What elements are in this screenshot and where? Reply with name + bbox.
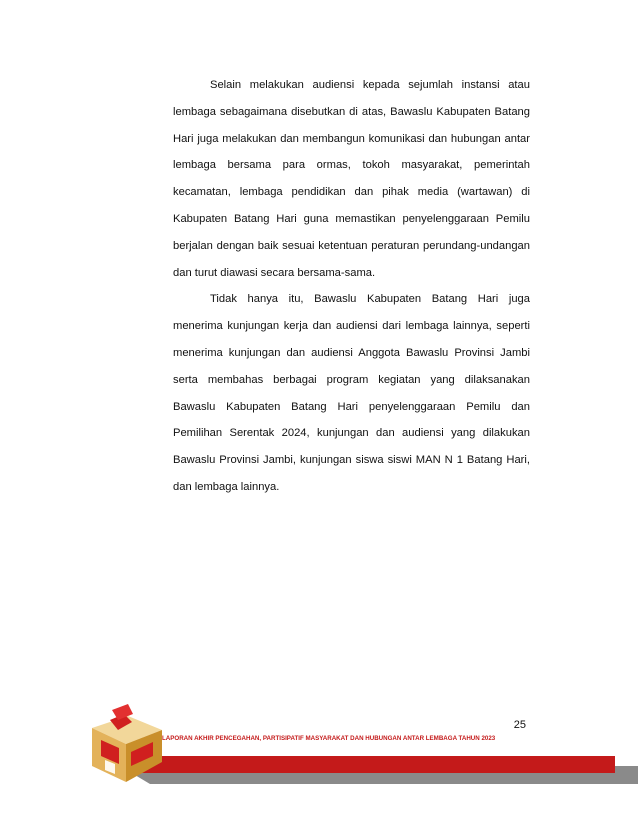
footer-red-band (128, 756, 615, 773)
body-text (173, 72, 530, 501)
page-number: 25 (513, 719, 526, 731)
footer-band (0, 700, 638, 826)
footer-report-title: LAPORAN AKHIR PENCEGAHAN, PARTISIPATIF MASYARAKAT DAN HUBUNGAN ANTAR LEMBAGA TAHUN 2023 (162, 735, 496, 742)
paragraph-2: Tidak hanya itu, Bawaslu Kabupaten Batang Hari juga menerima kunjungan kerja dan audiensi dari lembaga lainnya, seperti menerima kunjungan dan audiensi Anggota Bawaslu Provinsi Jambi serta membahas berbagai program kegiatan yang dilaksanakan Bawaslu Kabupaten Batang Hari penyelenggaraan Pemilu dan Pemilihan Serentak 2024, kunjungan dan audiensi yang dilakukan Bawaslu Provinsi Jambi, kunjungan siswa siswi MAN N 1 Batang Hari, dan lembaga lainnya. (173, 293, 530, 493)
paragraph-1: Selain melakukan audiensi kepada sejumlah instansi atau lembaga sebagaimana disebutkan di atas, Bawaslu Kabupaten Batang Hari juga melakukan dan membangun komunikasi dan hubungan antar lembaga bersama para ormas, tokoh masyarakat, pemerintah kecamatan, lembaga pendidikan dan pihak media (wartawan) di Kabupaten Batang Hari guna memastikan penyelenggaraan Pemilu berjalan dengan baik sesuai ketentuan peraturan perundang-undangan dan turut diawasi secara bersama-sama. (173, 79, 530, 279)
